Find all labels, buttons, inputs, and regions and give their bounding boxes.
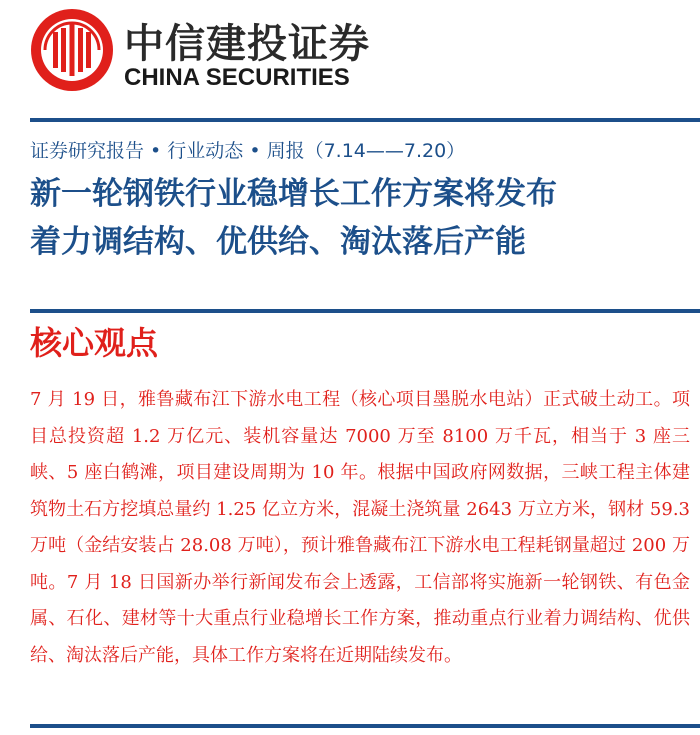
- report-title-line-2: 着力调结构、优供给、淘汰落后产能: [30, 224, 526, 260]
- brand-name-en: CHINA SECURITIES: [124, 64, 350, 91]
- core-view-paragraph: 7 月 19 日，雅鲁藏布江下游水电工程（核心项目墨脱水电站）正式破土动工。项目总投资超 1.2 万亿元、装机容量达 7000 万至 8100 万千瓦，相当于 3 座三峡、5 座白鹤滩，项目建设周期为 10 年。根据中国政府网数据，三峡工程主体建筑物土石方挖填总量约 1.25 亿立方米，混凝土浇筑量 2643 万立方米，钢材 59.3 万吨（金结安装占 28.08 万吨），预计雅鲁藏布江下游水电工程耗钢量超过 200 万吨。7 月 18 日国新办举行新闻发布会上透露，工信部将实施新一轮钢铁、有色金属、石化、建材等十大重点行业稳增长工作方案，推动重点行业着力调结构、优供给、淘汰落后产能，具体工作方案将在近期陆续发布。: [30, 389, 690, 666]
- brand-name-cn: 中信建投证券: [124, 20, 370, 67]
- footer-divider: [30, 724, 700, 728]
- brand-logo: [30, 8, 430, 94]
- citic-logo-icon: [30, 8, 114, 92]
- header-divider: [30, 118, 700, 122]
- report-title: [30, 170, 557, 266]
- report-type-subtitle: 证券研究报告 • 行业动态 • 周报（7.14——7.20）: [30, 140, 466, 162]
- section-heading: 核心观点: [30, 324, 159, 362]
- title-divider: [30, 309, 700, 313]
- report-title-line-1: 新一轮钢铁行业稳增长工作方案将发布: [30, 176, 557, 212]
